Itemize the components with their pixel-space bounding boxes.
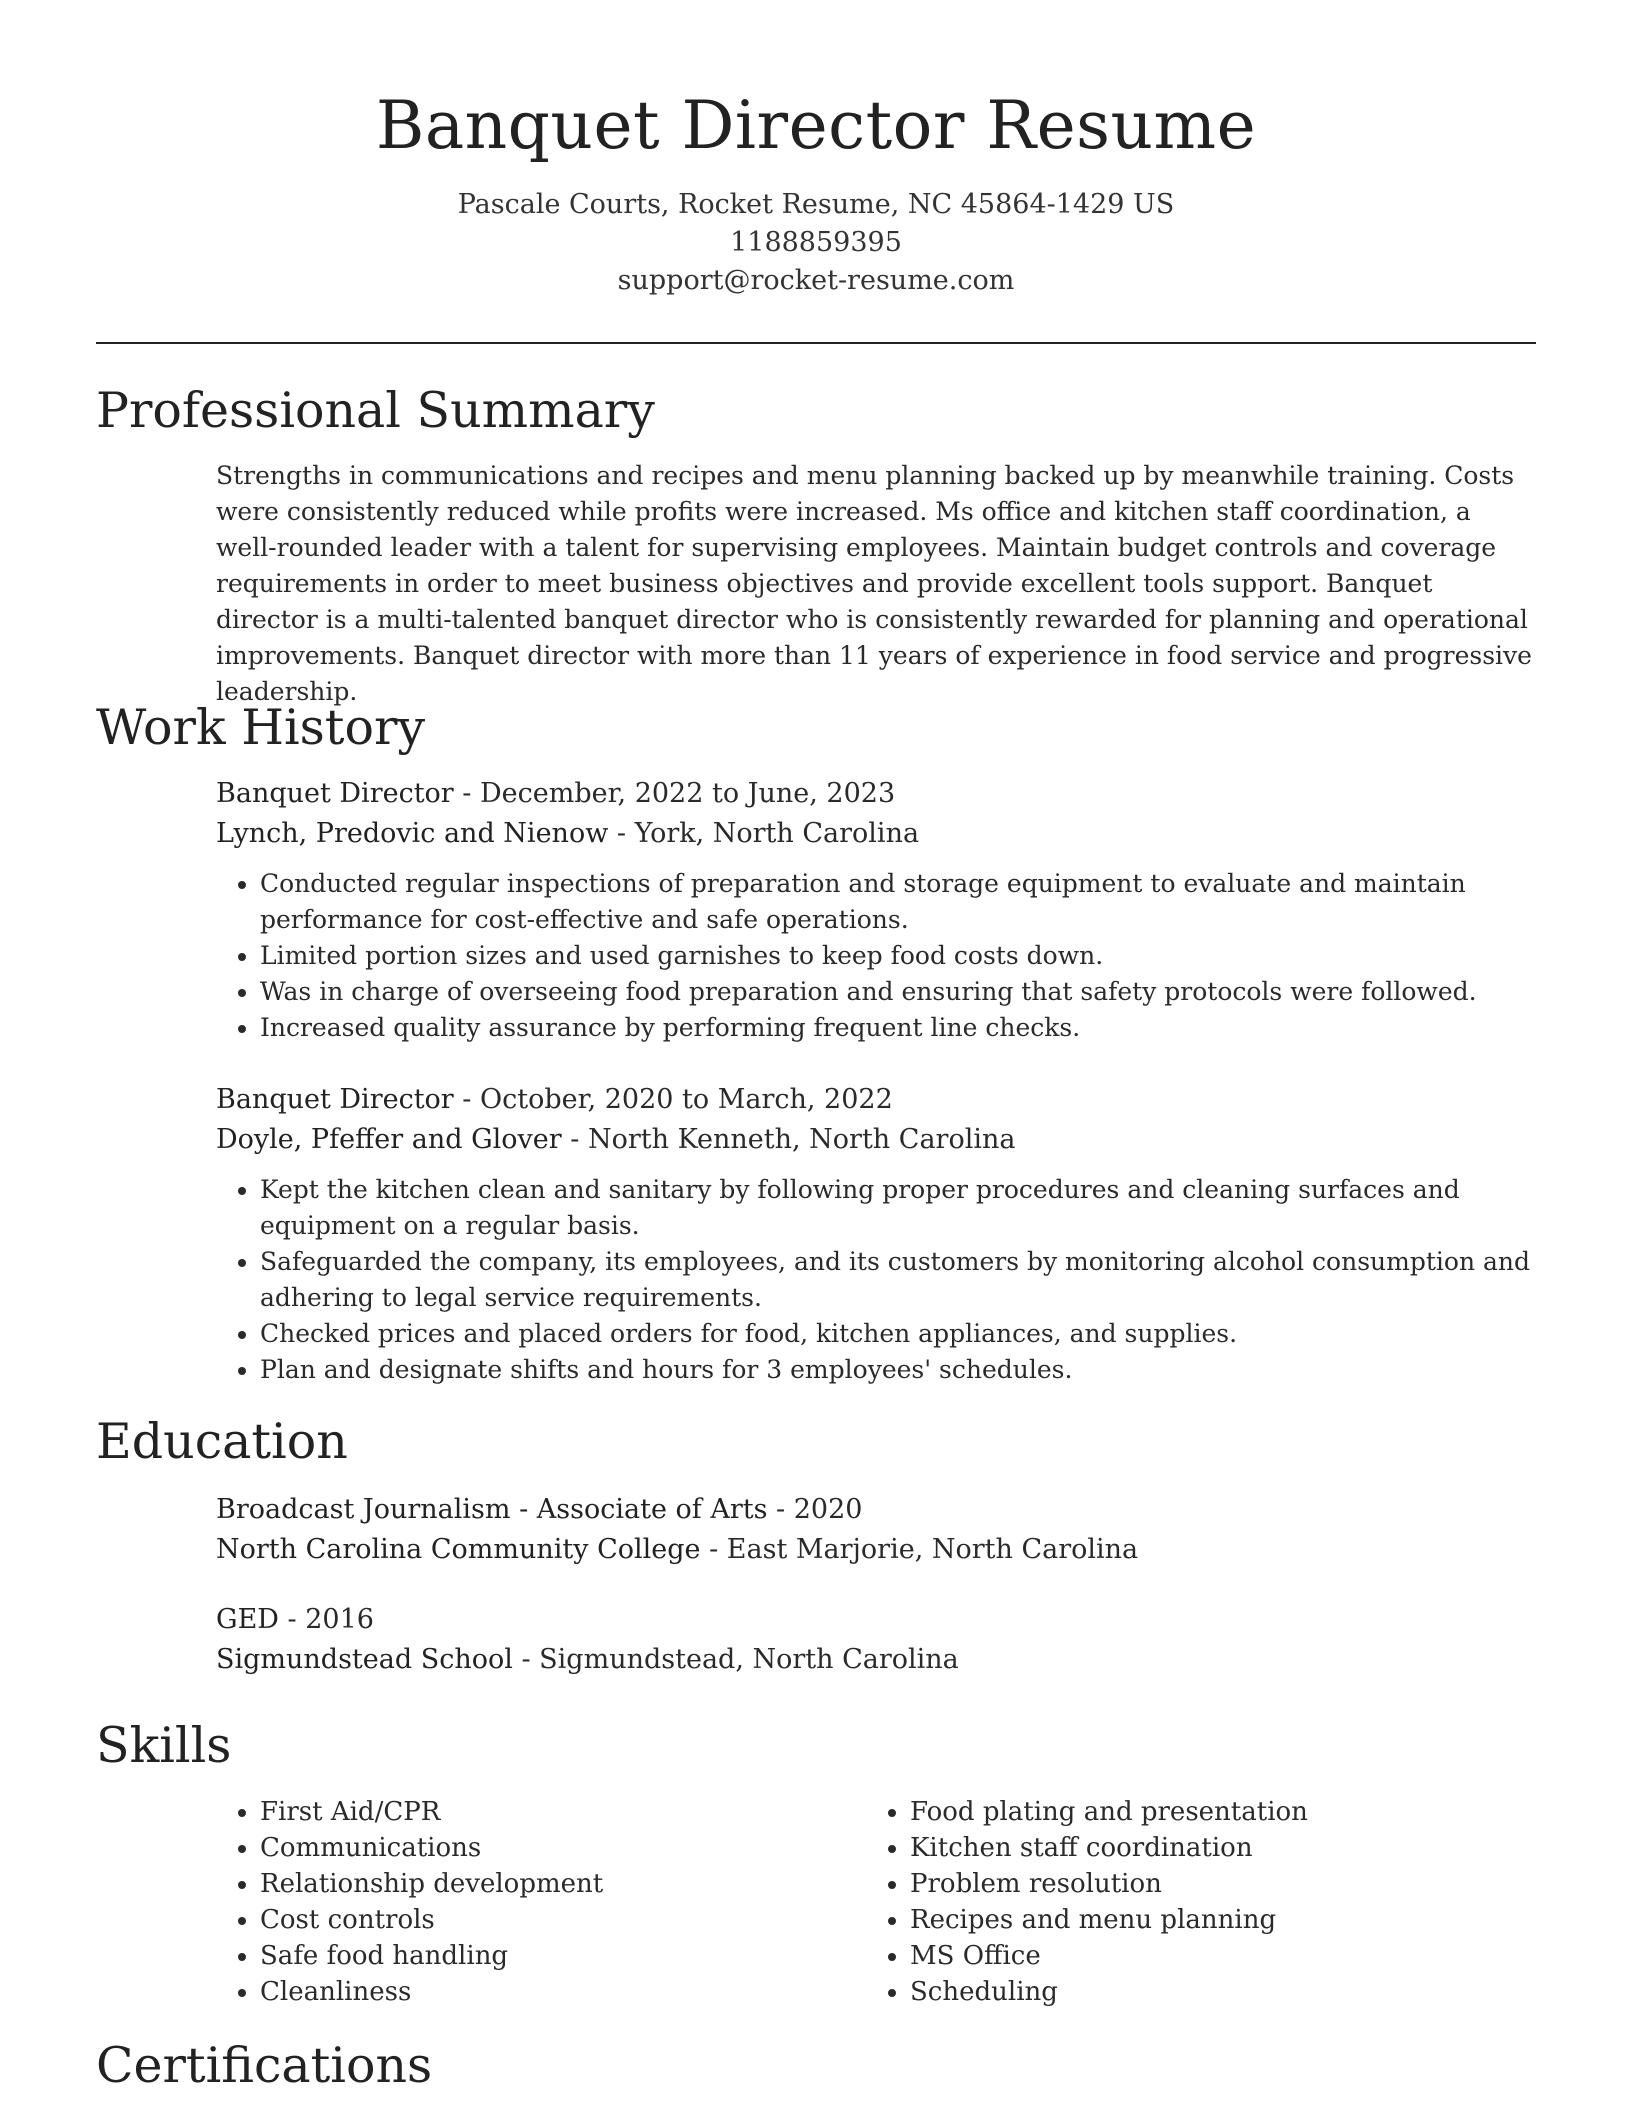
degree-name: GED <box>216 1604 279 1635</box>
list-item: • Increased quality assurance by performing frequent line checks. <box>260 1010 1536 1046</box>
skills-list <box>866 1794 1536 2010</box>
list-item: • Conducted regular inspections of preparation and storage equipment to evaluate and maintain performance for cost-effective and safe operations. <box>260 866 1536 938</box>
job-title-line <box>216 774 1536 814</box>
list-item: • Kept the kitchen clean and sanitary by following proper procedures and cleaning surfaces and equipment on a regular basis. <box>260 1172 1536 1244</box>
summary-heading: Professional Summary <box>96 382 655 439</box>
list-item: • First Aid/CPR <box>260 1794 836 1830</box>
list-item: • Kitchen staff coordination <box>910 1830 1536 1866</box>
degree-line <box>216 1490 1536 1530</box>
degree-line <box>216 1600 1536 1640</box>
skills-heading: Skills <box>96 1717 232 1774</box>
job-company: Doyle, Pfeffer and Glover <box>216 1124 562 1155</box>
skills-right-column <box>866 1794 1536 2010</box>
job-company-line <box>216 814 1536 854</box>
page-title: Banquet Director Resume <box>375 87 1257 164</box>
degree-year: - 2020 <box>767 1494 863 1525</box>
list-item: • MS Office <box>910 1938 1536 1974</box>
job-company: Lynch, Predovic and Nienow <box>216 818 609 849</box>
list-item: • Safeguarded the company, its employees, and its customers by monitoring alcohol consumption and adhering to legal service requirements. <box>260 1244 1536 1316</box>
list-item: • Recipes and menu planning <box>910 1902 1536 1938</box>
job-bullets <box>216 866 1536 1046</box>
list-item: • Cost controls <box>260 1902 836 1938</box>
address-text: Pascale Courts, Rocket Resume, NC 45864-1429 US <box>457 189 1175 220</box>
job-company-line <box>216 1120 1536 1160</box>
school-name: North Carolina Community College <box>216 1534 701 1565</box>
job-title-line <box>216 1080 1536 1120</box>
contact-info <box>0 186 1632 300</box>
job-dates: - December, 2022 to June, 2023 <box>453 778 896 809</box>
school-location: - East Marjorie, North Carolina <box>700 1534 1139 1565</box>
job-location: - North Kenneth, North Carolina <box>561 1124 1016 1155</box>
school-line <box>216 1530 1536 1570</box>
work-history-heading: Work History <box>96 699 426 756</box>
school-line <box>216 1640 1536 1680</box>
certifications-heading: Certifications <box>96 2037 433 2094</box>
job-role: Banquet Director <box>216 1084 454 1115</box>
email-text: support@rocket-resume.com <box>617 265 1015 296</box>
school-location: - Sigmundstead, North Carolina <box>512 1644 959 1675</box>
list-item: • Was in charge of overseeing food preparation and ensuring that safety protocols were followed. <box>260 974 1536 1010</box>
summary-text: Strengths in communications and recipes and menu planning backed up by meanwhile training. Costs were consistently reduced while profits were increased. Ms office and kitchen staff coordination, a well-rounded leader with a talent for supervising employees. Maintain budget controls and coverage requirements in order to meet business objectives and provide excellent tools support. Banquet director is a multi-talented banquet director who is consistently rewarded for planning and operational improvements. Banquet director with more than 11 years of experience in food service and progressive leadership. <box>216 461 1532 706</box>
job-bullets <box>216 1172 1536 1388</box>
job-location: - York, North Carolina <box>608 818 920 849</box>
job-entry <box>216 1080 1536 1388</box>
list-item: • Cleanliness <box>260 1974 836 2010</box>
degree-year: - 2016 <box>278 1604 374 1635</box>
skills-list <box>216 1794 836 2010</box>
list-item: • Communications <box>260 1830 836 1866</box>
resume-header <box>0 0 1632 300</box>
list-item: • Food plating and presentation <box>910 1794 1536 1830</box>
list-item: • Scheduling <box>910 1974 1536 2010</box>
degree-name: Broadcast Journalism - Associate of Arts <box>216 1494 768 1525</box>
job-dates: - October, 2020 to March, 2022 <box>453 1084 893 1115</box>
list-item: • Checked prices and placed orders for food, kitchen appliances, and supplies. <box>260 1316 1536 1352</box>
list-item: • Safe food handling <box>260 1938 836 1974</box>
header-divider <box>96 342 1536 344</box>
job-entry <box>216 774 1536 1046</box>
skills-left-column <box>216 1794 836 2010</box>
education-heading: Education <box>96 1413 348 1470</box>
job-role: Banquet Director <box>216 778 454 809</box>
list-item: • Plan and designate shifts and hours for 3 employees' schedules. <box>260 1352 1536 1388</box>
education-entry <box>216 1600 1536 1680</box>
school-name: Sigmundstead School <box>216 1644 513 1675</box>
list-item: • Relationship development <box>260 1866 836 1902</box>
education-entry <box>216 1490 1536 1570</box>
phone-text: 1188859395 <box>730 227 902 258</box>
list-item: • Problem resolution <box>910 1866 1536 1902</box>
list-item: • Limited portion sizes and used garnishes to keep food costs down. <box>260 938 1536 974</box>
summary-section <box>216 458 1536 710</box>
